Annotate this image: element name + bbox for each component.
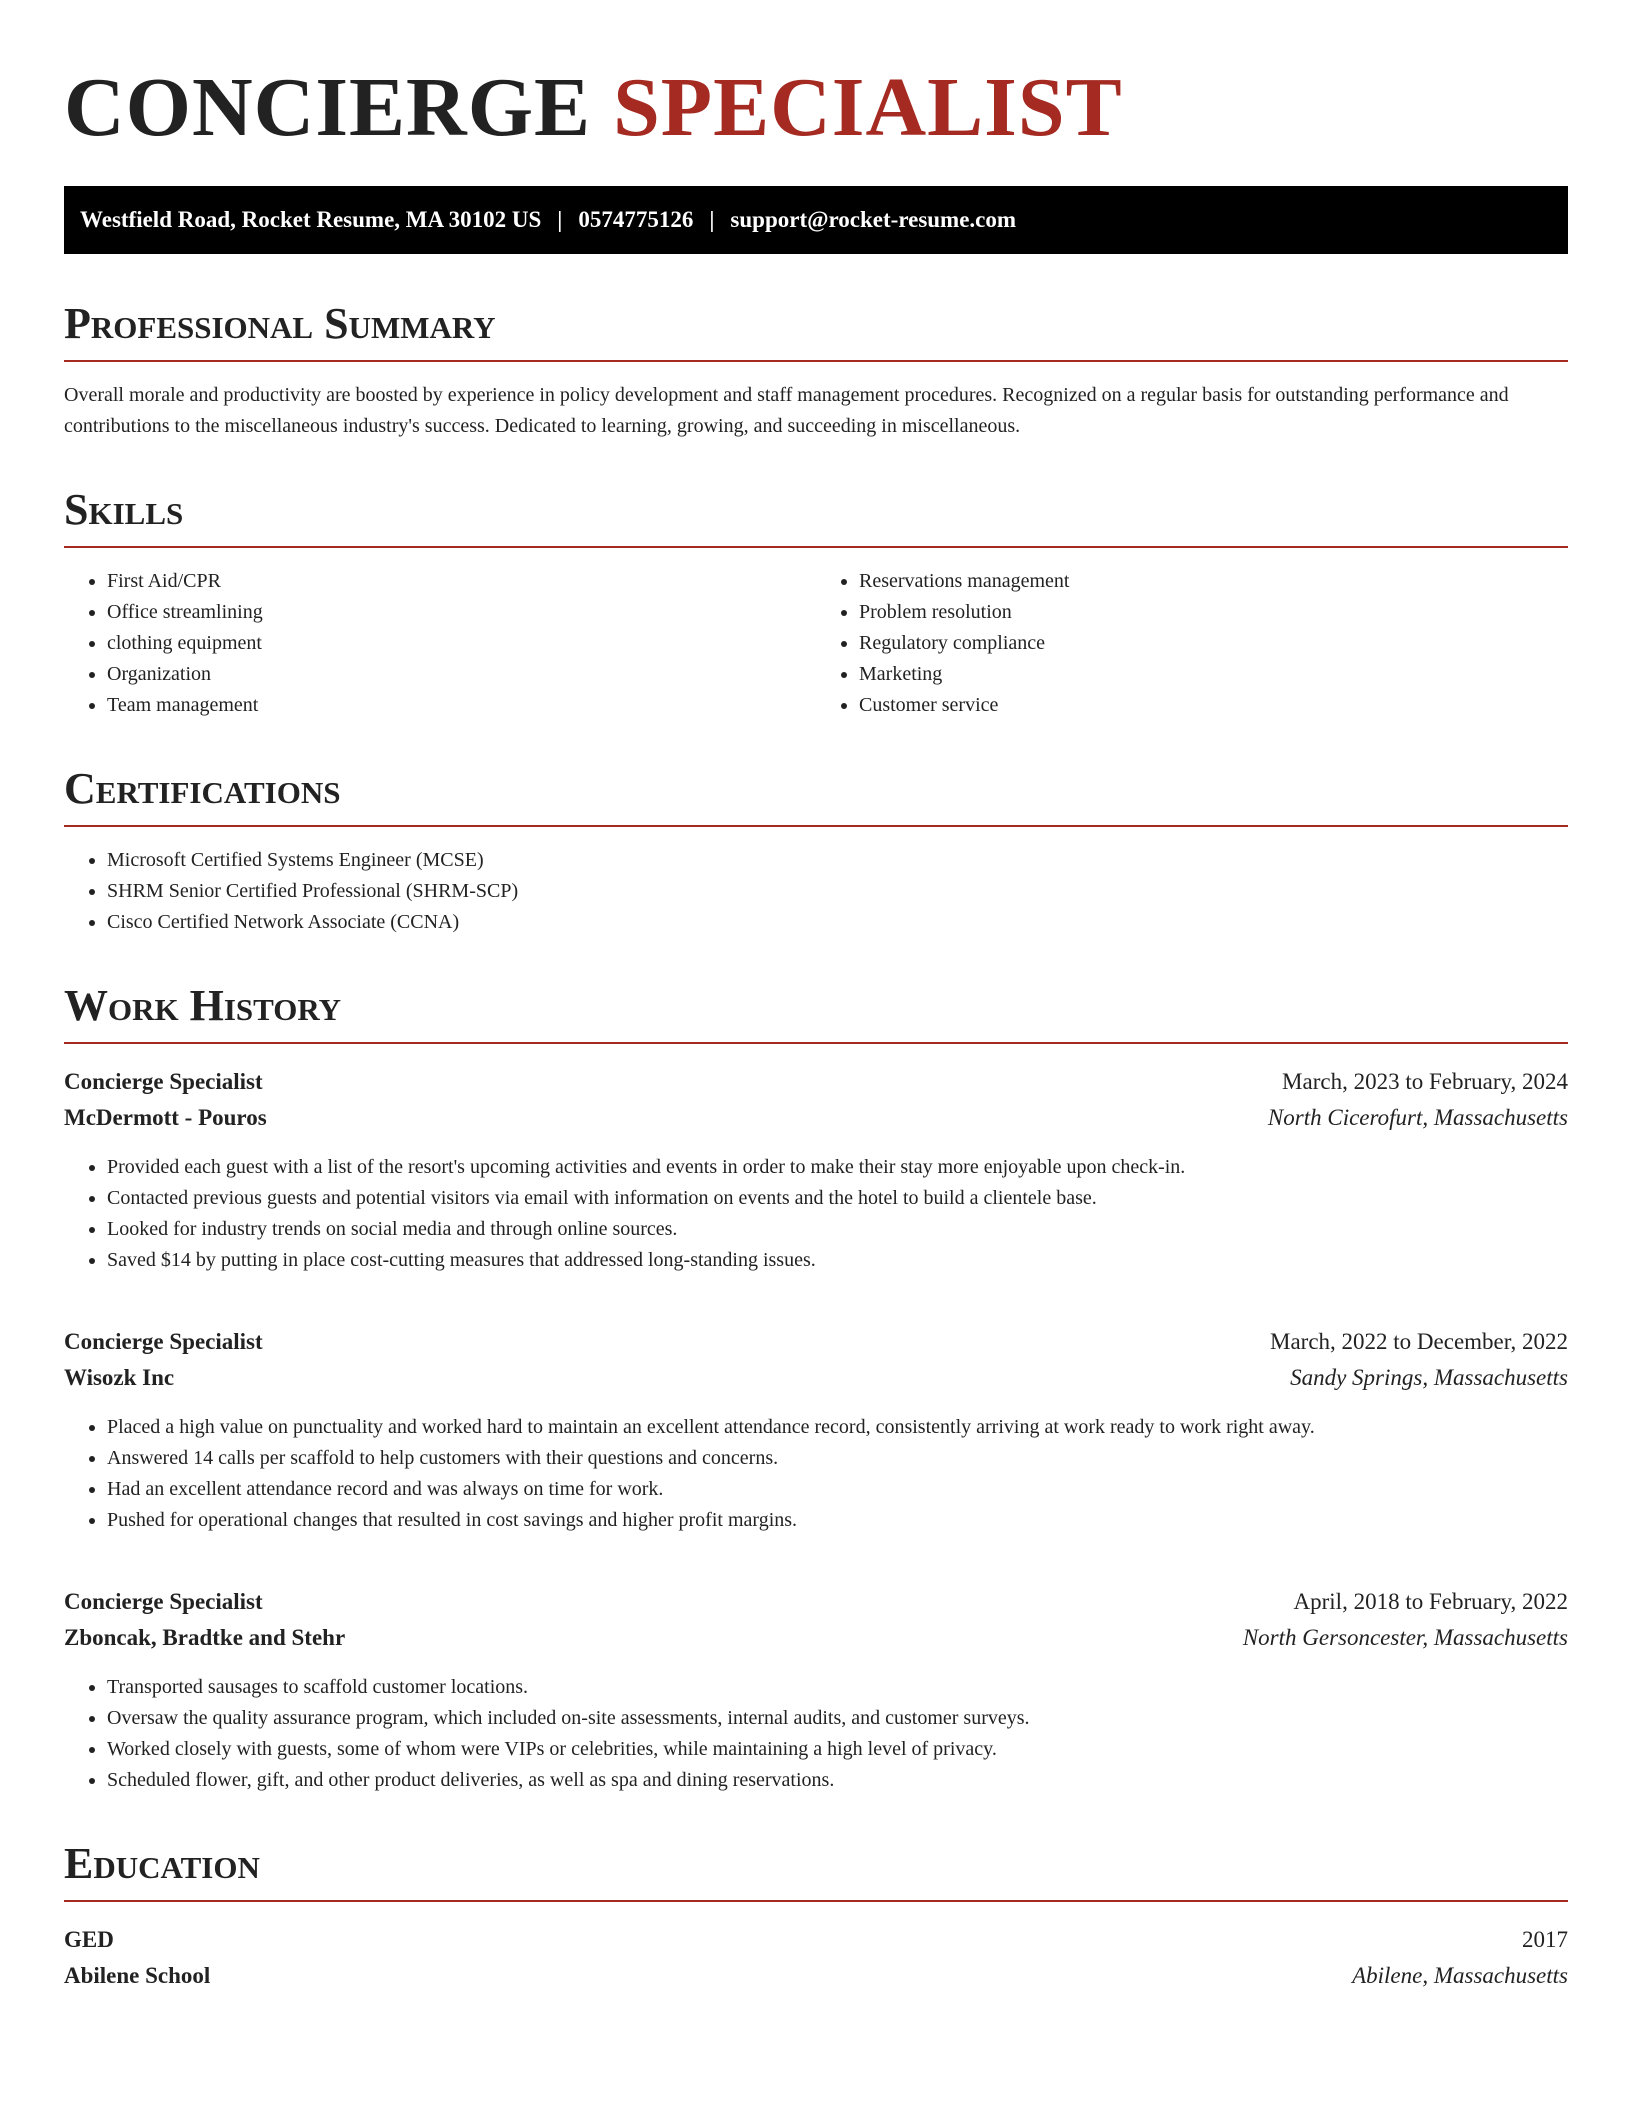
job-company-row — [64, 1360, 1568, 1396]
skill-item: • clothing equipment — [107, 628, 816, 659]
education-entry — [64, 1922, 1568, 1994]
skill-item: • Marketing — [859, 659, 1568, 690]
skill-item: • Problem resolution — [859, 597, 1568, 628]
job-bullet: • Transported sausages to scaffold customer locations. — [107, 1672, 1568, 1703]
job-company-row — [64, 1100, 1568, 1136]
job-bullets — [64, 1152, 1568, 1276]
skill-item: • Customer service — [859, 690, 1568, 721]
job-company: Wisozk Inc — [64, 1365, 175, 1390]
section-title-skills: Skills — [64, 488, 1568, 548]
job-header-row — [64, 1064, 1568, 1100]
contact-phone: 0574775126 — [578, 207, 694, 232]
job-entry — [64, 1064, 1568, 1276]
skill-item: • Regulatory compliance — [859, 628, 1568, 659]
job-location: Sandy Springs, Massachusetts — [1290, 1365, 1568, 1390]
job-bullet: • Looked for industry trends on social media and through online sources. — [107, 1214, 1568, 1245]
job-dates: March, 2023 to February, 2024 — [1282, 1069, 1568, 1094]
job-bullet: • Pushed for operational changes that resulted in cost savings and higher profit margins. — [107, 1505, 1568, 1536]
job-entry — [64, 1584, 1568, 1796]
job-bullet: • Saved $14 by putting in place cost-cutting measures that addressed long-standing issues. — [107, 1245, 1568, 1276]
job-bullet: • Had an excellent attendance record and was always on time for work. — [107, 1474, 1568, 1505]
education-degree: GED — [64, 1927, 114, 1952]
job-bullet: • Placed a high value on punctuality and worked hard to maintain an excellent attendance record, consistently arriving at work ready to work right away. — [107, 1412, 1568, 1443]
education-year: 2017 — [1522, 1927, 1568, 1952]
section-title-summary: Professional Summary — [64, 302, 1568, 362]
certifications-list — [64, 845, 1568, 938]
contact-address: Westfield Road, Rocket Resume, MA 30102 US — [80, 207, 542, 232]
certification-item: • SHRM Senior Certified Professional (SHRM-SCP) — [107, 876, 1568, 907]
skills-grid — [64, 548, 1568, 721]
section-title-certifications: Certifications — [64, 767, 1568, 827]
certification-item: • Microsoft Certified Systems Engineer (MCSE) — [107, 845, 1568, 876]
education-school: Abilene School — [64, 1963, 211, 1988]
job-location: North Gersoncester, Massachusetts — [1242, 1625, 1568, 1650]
job-bullet: • Worked closely with guests, some of whom were VIPs or celebrities, while maintaining a high level of privacy. — [107, 1734, 1568, 1765]
contact-separator: | — [557, 207, 563, 232]
contact-email: support@rocket-resume.com — [730, 207, 1017, 232]
section-title-education: Education — [64, 1842, 1568, 1902]
skill-item: • Office streamlining — [107, 597, 816, 628]
job-company: McDermott - Pouros — [64, 1105, 267, 1130]
job-bullet: • Answered 14 calls per scaffold to help customers with their questions and concerns. — [107, 1443, 1568, 1474]
skill-item: • Organization — [107, 659, 816, 690]
job-dates: March, 2022 to December, 2022 — [1270, 1329, 1568, 1354]
contact-separator: | — [709, 207, 715, 232]
summary-section — [64, 299, 1568, 442]
job-role: Concierge Specialist — [64, 1589, 263, 1614]
job-bullet: • Provided each guest with a list of the resort's upcoming activities and events in order to make their stay more enjoyable upon check-in. — [107, 1152, 1568, 1183]
contact-bar — [64, 186, 1568, 254]
job-bullet: • Contacted previous guests and potential visitors via email with information on events and the hotel to build a clientele base. — [107, 1183, 1568, 1214]
education-degree-row — [64, 1922, 1568, 1958]
section-title-work-history: Work History — [64, 984, 1568, 1044]
education-location: Abilene, Massachusetts — [1352, 1963, 1568, 1988]
certifications-section — [64, 764, 1568, 938]
job-company: Zboncak, Bradtke and Stehr — [64, 1625, 346, 1650]
skill-item: • Reservations management — [859, 566, 1568, 597]
summary-text: Overall morale and productivity are boosted by experience in policy development and staff management procedures. Recognized on a regular basis for outstanding performance and contributions to the miscellaneous industry's success. Dedicated to learning, growing, and succeeding in miscellaneous. — [64, 384, 1509, 437]
job-entry — [64, 1324, 1568, 1536]
skill-item: • First Aid/CPR — [107, 566, 816, 597]
job-bullets — [64, 1412, 1568, 1536]
skills-list-right — [816, 566, 1568, 721]
job-header-row — [64, 1324, 1568, 1360]
certification-item: • Cisco Certified Network Associate (CCNA) — [107, 907, 1568, 938]
job-bullet: • Scheduled flower, gift, and other product deliveries, as well as spa and dining reservations. — [107, 1765, 1568, 1796]
job-dates: April, 2018 to February, 2022 — [1293, 1589, 1568, 1614]
job-role: Concierge Specialist — [64, 1069, 263, 1094]
education-section — [64, 1839, 1568, 1994]
job-bullets — [64, 1672, 1568, 1796]
skill-item: • Team management — [107, 690, 816, 721]
name-first: CONCIERGE — [64, 61, 592, 154]
job-header-row — [64, 1584, 1568, 1620]
name-last: SPECIALIST — [613, 61, 1123, 154]
job-location: North Cicerofurt, Massachusetts — [1267, 1105, 1568, 1130]
education-school-row — [64, 1958, 1568, 1994]
work-history-section — [64, 981, 1568, 1796]
skills-list-left — [64, 566, 816, 721]
job-company-row — [64, 1620, 1568, 1656]
skills-section — [64, 485, 1568, 721]
resume-name — [64, 61, 1568, 154]
job-bullet: • Oversaw the quality assurance program, which included on-site assessments, internal audits, and customer surveys. — [107, 1703, 1568, 1734]
job-role: Concierge Specialist — [64, 1329, 263, 1354]
